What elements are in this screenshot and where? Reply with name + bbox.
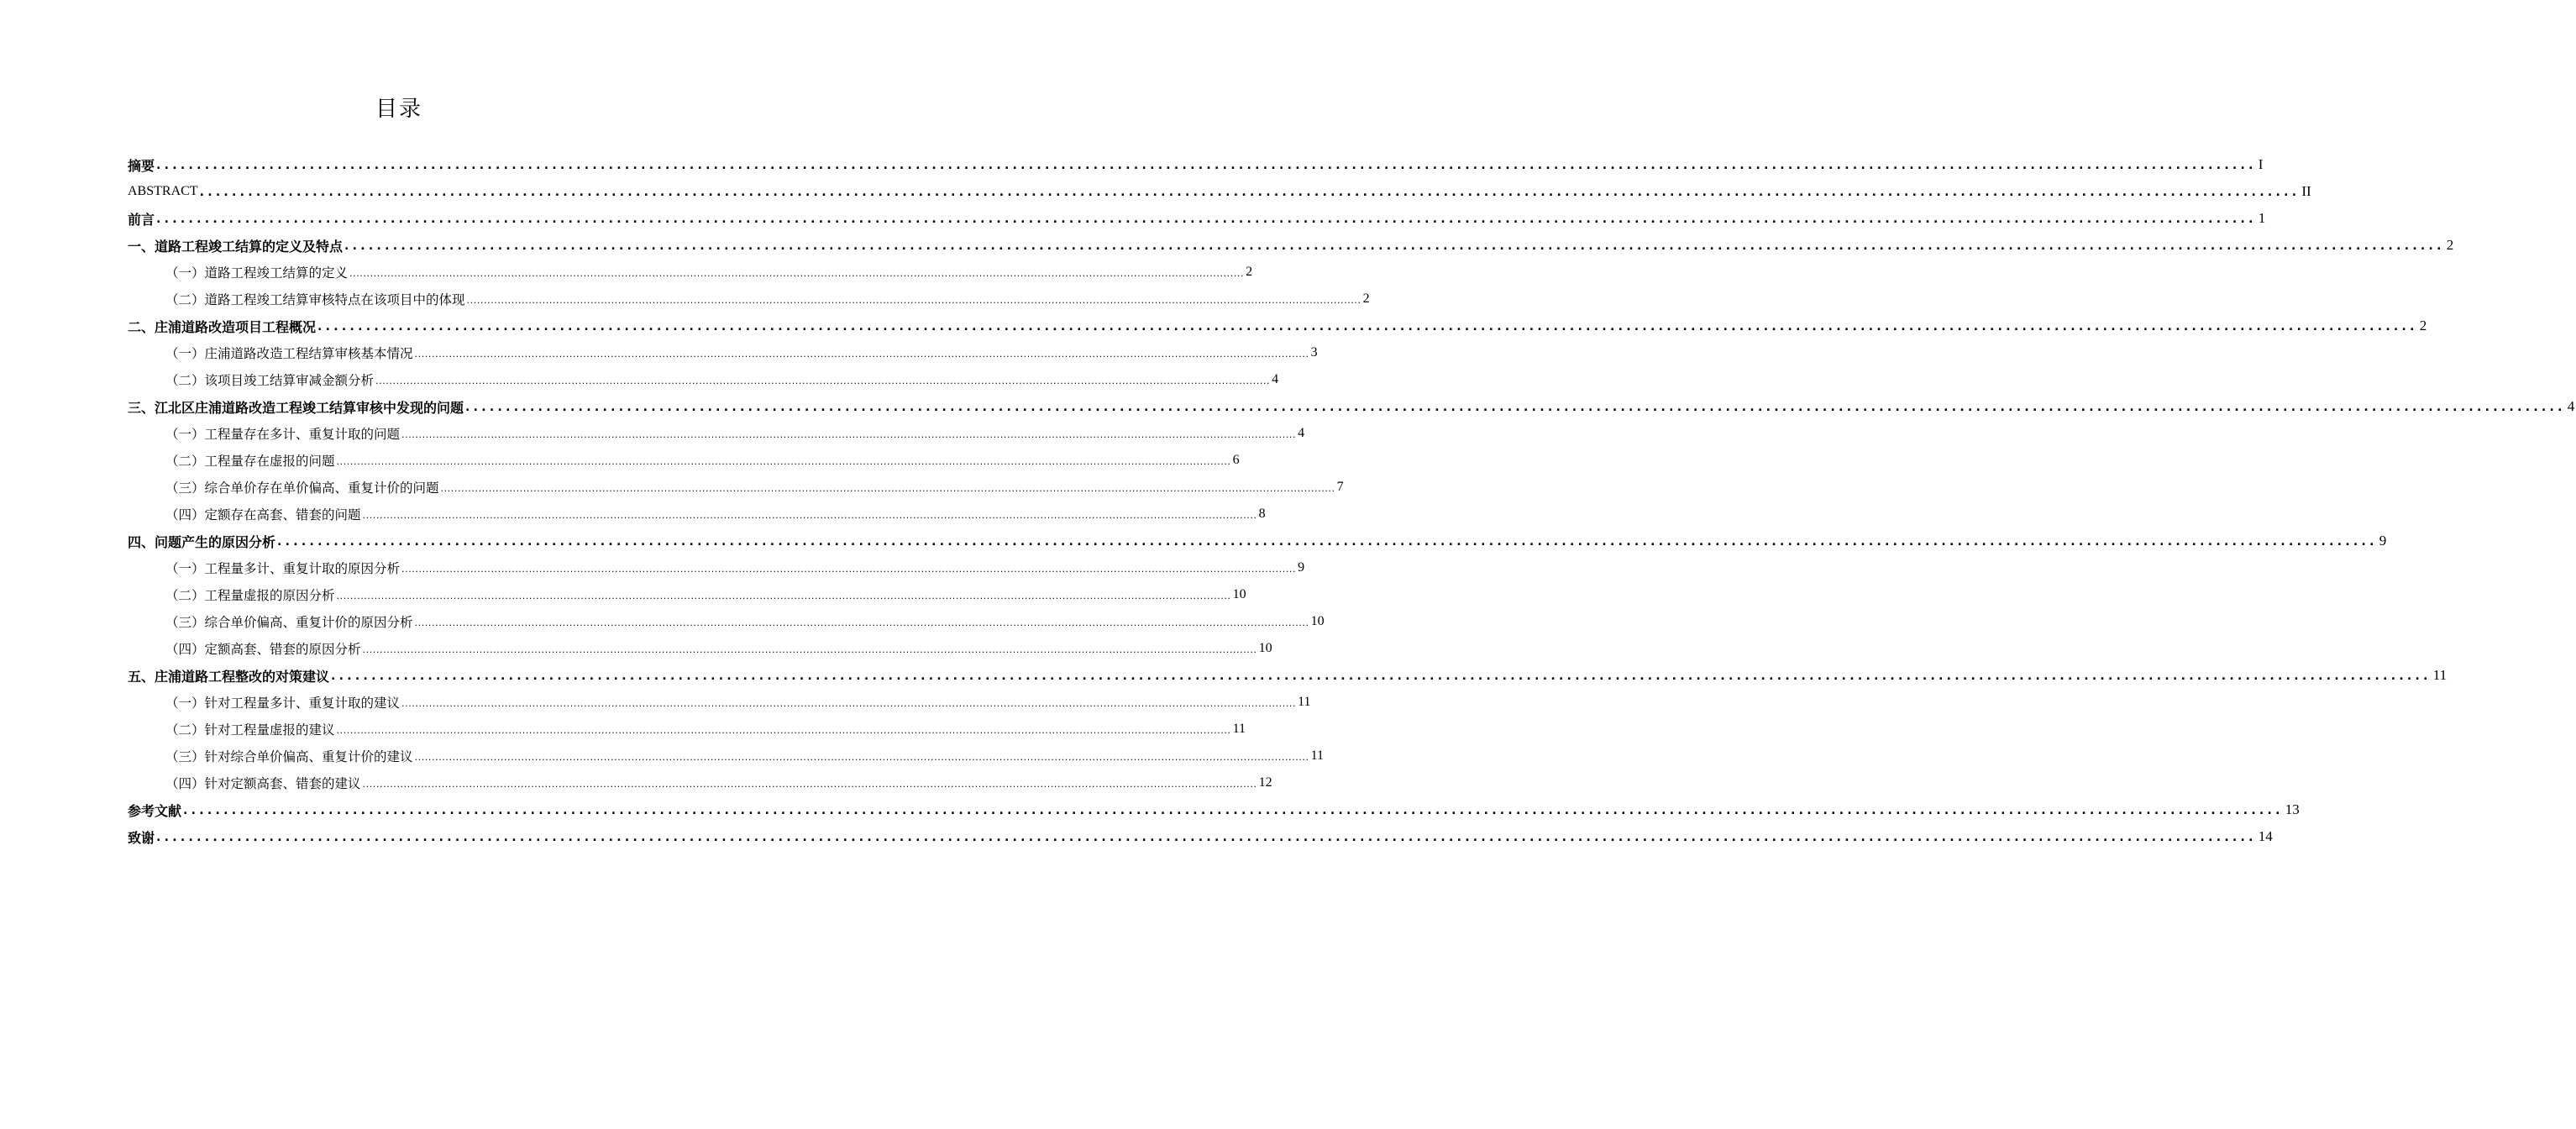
toc-entry[interactable] (128, 662, 2447, 689)
toc-entry-title: 致谢 (128, 829, 155, 846)
toc-dot-leader: .................................................................................................................................................................................................................................................................... (344, 239, 2445, 253)
toc-entry-page: II (2301, 183, 2311, 199)
toc-dot-leader: .................................................................................................................................................................................................................................................................... (199, 186, 2301, 199)
toc-entry[interactable] (128, 420, 1305, 447)
toc-entry-page: 11 (1298, 695, 1311, 709)
toc-dot-leader: .................................................................................................................................................................................................................................................................... (465, 401, 2566, 414)
toc-entry[interactable] (128, 554, 1305, 581)
toc-dot-leader: .................................................................................................................................................................................................................................................................... (401, 697, 1297, 709)
toc-entry-page: 10 (1232, 587, 1246, 601)
toc-entry-title: 二、庄浦道路改造项目工程概况 (128, 318, 317, 335)
toc-entry[interactable] (128, 393, 2575, 420)
toc-entry-page: 14 (2258, 828, 2273, 844)
toc-entry-title: （一）庄浦道路改造工程结算审核基本情况 (165, 346, 413, 361)
table-of-contents (128, 151, 2575, 850)
toc-entry-title: （一）工程量存在多计、重复计取的问题 (165, 427, 401, 442)
toc-dot-leader: .................................................................................................................................................................................................................................................................... (331, 670, 2432, 683)
toc-entry-title: （二）该项目竣工结算审减金额分析 (165, 373, 375, 388)
toc-entry-page: 4 (1272, 372, 1279, 386)
toc-entry[interactable] (128, 339, 1318, 366)
toc-entry-title: （二）工程量虚报的原因分析 (165, 588, 335, 603)
toc-dot-leader: .................................................................................................................................................................................................................................................................... (466, 294, 1361, 306)
toc-dot-leader: .................................................................................................................................................................................................................................................................... (317, 320, 2418, 333)
toc-entry[interactable] (128, 501, 1266, 528)
toc-entry[interactable] (128, 743, 1325, 769)
toc-dot-leader: .................................................................................................................................................................................................................................................................... (414, 617, 1309, 628)
toc-entry-page: 2 (1362, 291, 1370, 306)
toc-entry-title: 前言 (128, 211, 155, 228)
toc-dot-leader: .................................................................................................................................................................................................................................................................... (156, 213, 2257, 226)
toc-entry[interactable] (128, 232, 2454, 259)
toc-entry-title: （四）定额存在高套、错套的问题 (165, 507, 361, 522)
toc-entry[interactable] (128, 312, 2427, 339)
toc-dot-leader: .................................................................................................................................................................................................................................................................... (336, 455, 1231, 467)
toc-entry[interactable] (128, 635, 1272, 662)
toc-entry[interactable] (128, 581, 1246, 608)
toc-dot-leader: .................................................................................................................................................................................................................................................................... (336, 590, 1231, 601)
toc-dot-leader: .................................................................................................................................................................................................................................................................... (362, 509, 1257, 521)
toc-entry-title: （三）综合单价存在单价偏高、重复计价的问题 (165, 480, 439, 496)
toc-entry[interactable] (128, 474, 1344, 501)
toc-entry-page: I (2258, 156, 2264, 172)
toc-entry-page: 2 (2446, 237, 2454, 253)
toc-dot-leader: .................................................................................................................................................................................................................................................................... (277, 535, 2378, 549)
toc-entry-page: 3 (1310, 345, 1318, 360)
toc-entry-page: 12 (1258, 775, 1272, 790)
toc-entry[interactable] (128, 689, 1311, 716)
toc-entry-title: （一）工程量多计、重复计取的原因分析 (165, 561, 401, 576)
toc-entry-page: 4 (1298, 426, 1305, 440)
toc-entry[interactable] (128, 823, 2273, 850)
toc-entry-page: 11 (1310, 748, 1325, 763)
toc-entry-title: （四）针对定额高套、错套的建议 (165, 776, 361, 791)
toc-entry-title: 参考文献 (128, 802, 182, 819)
toc-entry[interactable] (128, 366, 1279, 393)
toc-dot-leader: .................................................................................................................................................................................................................................................................... (336, 724, 1231, 736)
toc-dot-leader: .................................................................................................................................................................................................................................................................... (349, 267, 1245, 279)
toc-entry-page: 6 (1232, 453, 1240, 467)
toc-entry-title: 五、庄浦道路工程整改的对策建议 (128, 668, 330, 685)
toc-entry-title: （二）道路工程竣工结算审核特点在该项目中的体现 (165, 292, 465, 307)
toc-entry[interactable] (128, 716, 1246, 743)
toc-dot-leader: .................................................................................................................................................................................................................................................................... (362, 643, 1257, 655)
toc-dot-leader: .................................................................................................................................................................................................................................................................... (440, 482, 1335, 494)
toc-entry-page: 9 (1298, 560, 1305, 575)
toc-entry-title: ABSTRACT (128, 184, 198, 198)
page-title: 目录 (375, 97, 422, 122)
toc-entry-page: 4 (2567, 398, 2575, 414)
toc-entry-title: （三）综合单价偏高、重复计价的原因分析 (165, 615, 413, 630)
toc-entry[interactable] (128, 178, 2311, 205)
toc-entry-page: 10 (1310, 614, 1325, 628)
toc-entry-page: 11 (2432, 667, 2447, 683)
toc-dot-leader: .................................................................................................................................................................................................................................................................... (375, 375, 1271, 386)
toc-dot-leader: .................................................................................................................................................................................................................................................................... (183, 804, 2284, 817)
toc-dot-leader: .................................................................................................................................................................................................................................................................... (156, 831, 2257, 844)
toc-dot-leader: .................................................................................................................................................................................................................................................................... (401, 563, 1297, 575)
toc-entry[interactable] (128, 205, 2266, 232)
toc-entry-page: 11 (1232, 722, 1246, 736)
toc-entry[interactable] (128, 769, 1272, 796)
toc-entry-page: 2 (1246, 265, 1253, 279)
toc-entry-title: （三）针对综合单价偏高、重复计价的建议 (165, 749, 413, 764)
toc-entry-page: 7 (1336, 480, 1344, 494)
toc-entry-page: 1 (2258, 210, 2266, 226)
toc-entry-title: （二）针对工程量虚报的建议 (165, 722, 335, 738)
toc-entry-title: 三、江北区庄浦道路改造工程竣工结算审核中发现的问题 (128, 399, 464, 416)
toc-entry-page: 10 (1258, 641, 1272, 655)
toc-dot-leader: .................................................................................................................................................................................................................................................................... (414, 751, 1309, 763)
toc-entry-title: （二）工程量存在虚报的问题 (165, 454, 335, 469)
toc-entry-page: 9 (2379, 533, 2387, 549)
toc-entry-title: （一）针对工程量多计、重复计取的建议 (165, 696, 401, 711)
toc-entry-page: 8 (1258, 507, 1266, 521)
toc-entry-page: 2 (2419, 318, 2427, 333)
toc-dot-leader: .................................................................................................................................................................................................................................................................... (414, 348, 1309, 360)
toc-entry-title: （四）定额高套、错套的原因分析 (165, 642, 361, 657)
toc-entry-title: 一、道路工程竣工结算的定义及特点 (128, 238, 344, 255)
toc-entry-title: （一）道路工程竣工结算的定义 (165, 265, 349, 281)
toc-dot-leader: .................................................................................................................................................................................................................................................................... (362, 778, 1257, 790)
toc-entry[interactable] (128, 259, 1253, 286)
toc-entry[interactable] (128, 796, 2300, 823)
toc-entry[interactable] (128, 608, 1325, 635)
toc-entry[interactable] (128, 286, 1370, 312)
toc-dot-leader: .................................................................................................................................................................................................................................................................... (401, 428, 1297, 440)
toc-entry[interactable] (128, 151, 2264, 178)
toc-entry[interactable] (128, 447, 1240, 474)
toc-entry-title: 四、问题产生的原因分析 (128, 533, 276, 550)
toc-dot-leader: .................................................................................................................................................................................................................................................................... (156, 159, 2257, 172)
toc-entry-title: 摘要 (128, 157, 155, 174)
toc-entry[interactable] (128, 528, 2387, 554)
toc-entry-page: 13 (2285, 801, 2300, 817)
